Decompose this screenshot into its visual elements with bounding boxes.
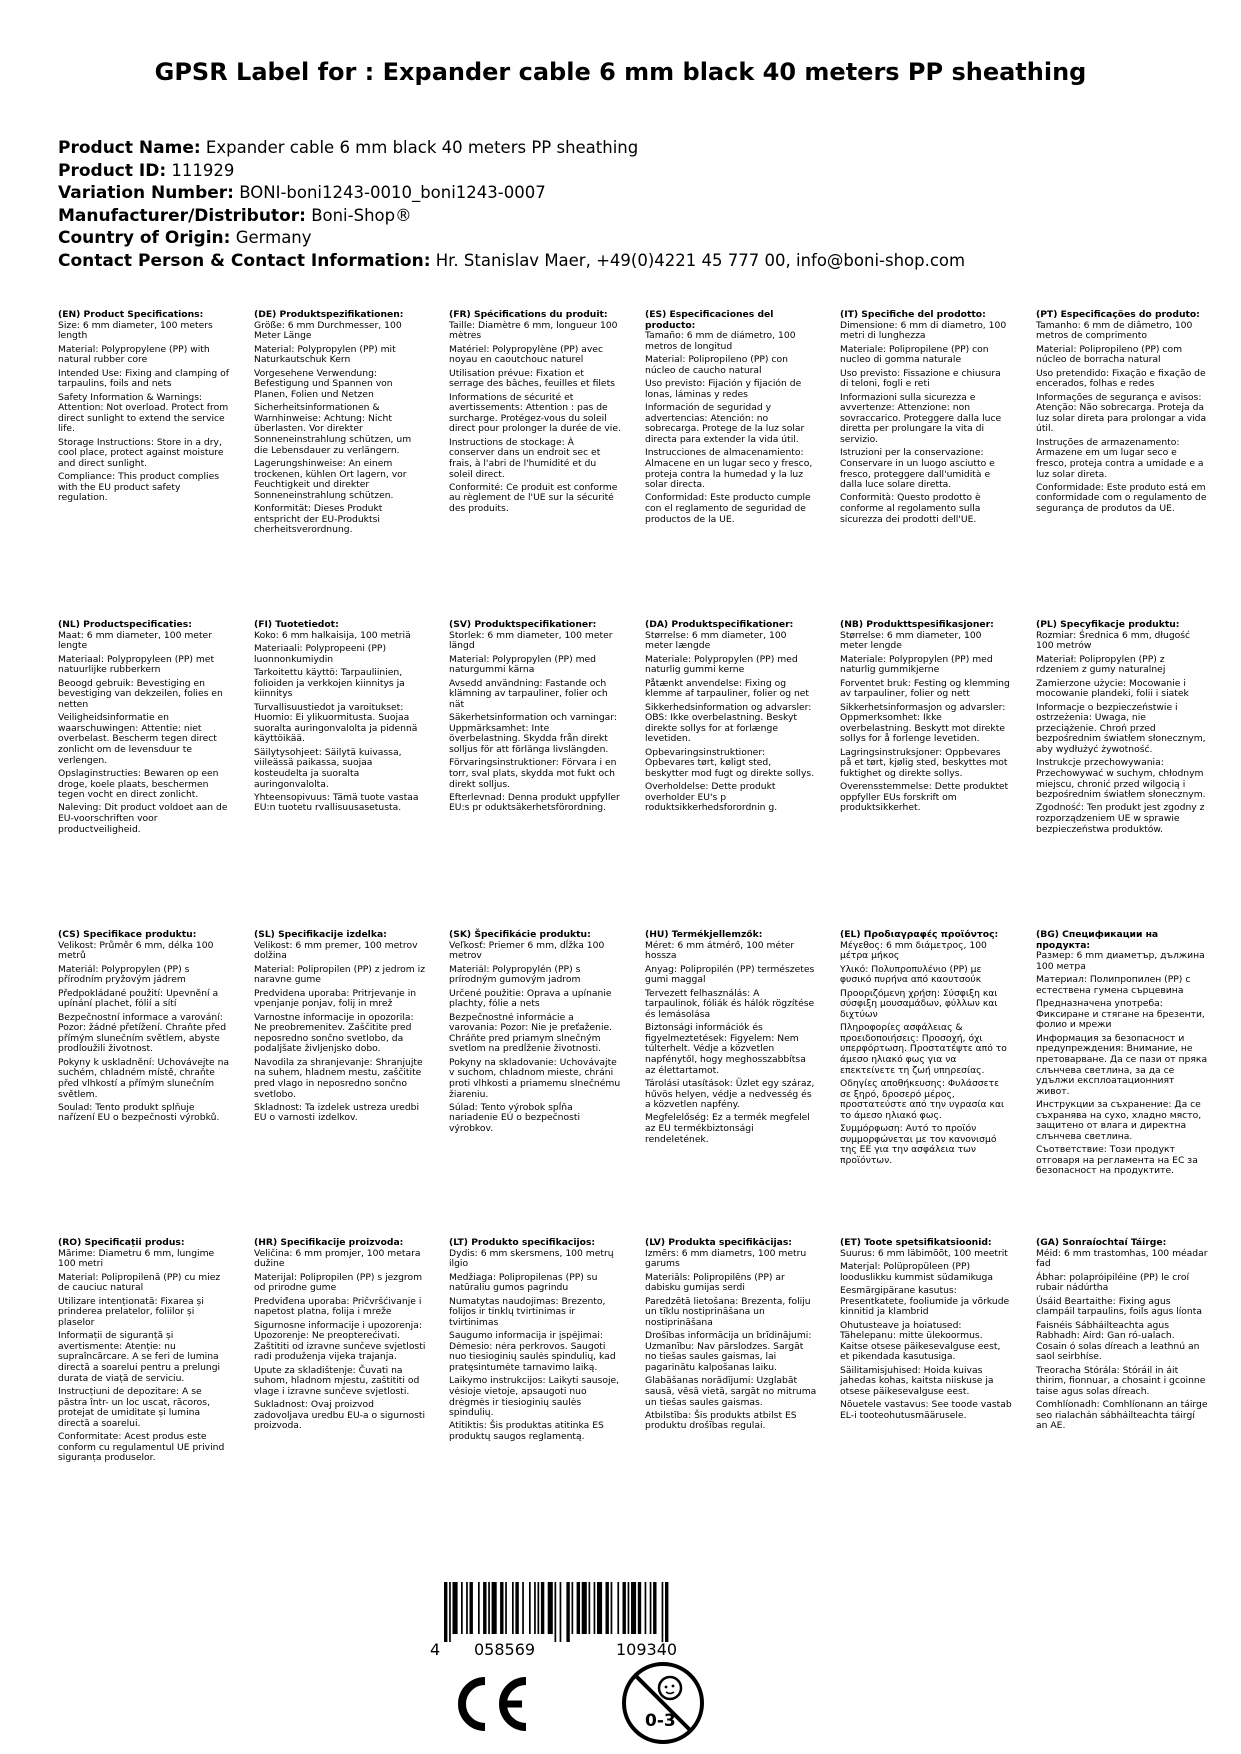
spec-paragraph: Konformität: Dieses Produkt entspricht der EU-Produktsi cherheitsverordnung. xyxy=(254,503,383,536)
spec-paragraph: Súlad: Tento výrobok spĺňa nariadenie EÚ o bezpečnosti výrobkov. xyxy=(449,1101,581,1135)
spec-paragraph: Materiale: Polipropilene (PP) con nucleo di gomma naturale xyxy=(840,343,989,366)
spec-paragraph: Suurus: 6 mm läbimõõt, 100 meetrit xyxy=(840,1247,1008,1259)
spec-heading: (BG) Спецификации на продукта: xyxy=(1036,929,1159,951)
spec-paragraph: Upute za skladištenje: Čuvati na suhom, hladnom mjestu, zaštititi od vlage i izravne sunčeve svjetlosti. xyxy=(254,1364,420,1397)
spec-paragraph: Glabāšanas norādījumi: Uzglabāt sausā, vēsā vietā, sargāt no mitruma un tiešas saules gaismas. xyxy=(645,1375,817,1408)
spec-block xyxy=(1036,930,1208,1180)
spec-paragraph: Instrucțiuni de depozitare: A se păstra într- un loc uscat, răcoros, protejat de umiditate și lumina directă a soarelui. xyxy=(58,1385,211,1429)
spec-paragraph: Material: Polypropylen (PP) mit Naturkautschuk Kern xyxy=(254,343,396,366)
spec-paragraph: Tamaño: 6 mm de diámetro, 100 metros de longitud xyxy=(645,330,796,352)
spec-paragraph: Mărime: Diametru 6 mm, lungime 100 metri xyxy=(58,1247,215,1270)
spec-heading: (HR) Specifikacije proizvoda: xyxy=(254,1237,404,1248)
spec-paragraph: Intended Use: Fixing and clamping of tarpaulins, foils and nets xyxy=(58,367,229,390)
spec-paragraph: Tamanho: 6 mm de diâmetro, 100 metros de comprimento xyxy=(1036,319,1193,342)
spec-paragraph: Bezpečnostní informace a varování: Pozor: žádné přetížení. Chraňte před přímým slunečním světlem, abyste prodloužili životnost. xyxy=(58,1011,227,1055)
spec-paragraph: Treoracha Stórála: Stóráil in áit thirim, fionnuar, a chosaint i gcoinne taise agus solas díreach. xyxy=(1036,1364,1206,1397)
spec-paragraph: Taille: Diamètre 6 mm, longueur 100 mètres xyxy=(449,319,618,342)
spec-block xyxy=(645,620,817,817)
spec-paragraph: Instruções de armazenamento: Armazene em um lugar seco e fresco, proteja contra a umidade e a luz solar direta. xyxy=(1036,436,1204,480)
spec-paragraph: Izmērs: 6 mm diametrs, 100 metru garums xyxy=(645,1247,807,1270)
spec-paragraph: Материал: Полипропилен (PP) с естествена гумена сърцевина xyxy=(1036,974,1191,996)
barcode xyxy=(430,1582,736,1662)
spec-row xyxy=(58,1238,1238,1538)
spec-paragraph: Instrucciones de almacenamiento: Almacene en un lugar seco y fresco, proteja contra la humedad y la luz solar directa. xyxy=(645,447,813,491)
barcode-digits-first: 4 xyxy=(430,1640,441,1659)
spec-paragraph: Určené použitie: Oprava a upínanie plachty, fólie a nets xyxy=(449,987,612,1010)
spec-paragraph: Informații de siguranță și avertismente: Atenție: nu supraîncărcare. A se feri de lumina directă a soarelui pentru a prelungi durata de viață de serviciu. xyxy=(58,1330,221,1384)
product-info-row xyxy=(58,250,965,273)
spec-paragraph: Инструкции за съхранение: Да се съхранява на сухо, хладно място, защитено от влага и директна слънчева светлина. xyxy=(1036,1099,1202,1142)
spec-paragraph: Ohutusteave ja hoiatused: Tähelepanu: mitte ülekoormus. Kaitse otsese päikesevalguse eest, et pikendada kasutusiga. xyxy=(840,1319,1001,1363)
spec-paragraph: Informacje o bezpieczeństwie i ostrzeżenia: Uwaga, nie przeciążenie. Chroń przed bezpośrednim światłem słonecznym, aby wydłużyć żywotność. xyxy=(1036,701,1206,755)
spec-paragraph: Veiligheidsinformatie en waarschuwingen: Attentie: niet overbelast. Bescherm tegen direct zonlicht om de levensduur te verlengen. xyxy=(58,712,217,766)
spec-paragraph: Material: Polipropilenă (PP) cu miez de cauciuc natural xyxy=(58,1271,221,1294)
product-info-value: Hr. Stanislav Maer, +49(0)4221 45 777 00, info@boni-shop.com xyxy=(435,250,966,270)
spec-block xyxy=(1036,310,1208,517)
spec-paragraph: Navodila za shranjevanje: Shranjujte na suhem, hladnem mestu, zaščitite pred vlago in neposredno sončno svetlobo. xyxy=(254,1056,423,1100)
spec-paragraph: Påtænkt anvendelse: Fixing og klemme af tarpauliner, folier og net xyxy=(645,677,810,700)
barcode-bars xyxy=(436,1582,736,1642)
spec-paragraph: Materiál: Polypropylen (PP) s přírodním pryžovým jádrem xyxy=(58,963,190,986)
spec-paragraph: Conformità: Questo prodotto è conforme al regolamento sulla sicurezza dei prodotti dell'UE. xyxy=(840,492,981,525)
spec-paragraph: Lagringsinstruksjoner: Oppbevares på et tørt, kjølig sted, beskyttes mot fuktighet og direkte sollys. xyxy=(840,746,1008,779)
spec-paragraph: Информация за безопасност и предупреждения: Внимание, не претоварване. Да се пази от пряка слънчева светлина, за да се удължи експлоатационният живот. xyxy=(1036,1032,1208,1097)
spec-block xyxy=(1036,620,1208,838)
spec-paragraph: Material: Polipropileno (PP) com núcleo de borracha natural xyxy=(1036,343,1183,366)
spec-paragraph: Größe: 6 mm Durchmesser, 100 Meter Länge xyxy=(254,319,402,342)
spec-paragraph: Vorgesehene Verwendung: Befestigung und Spannen von Planen, Folien und Netzen xyxy=(254,367,393,400)
spec-paragraph: Informações de segurança e avisos: Atenção: Não sobrecarga. Proteja da luz solar direta para prolongar a vida útil. xyxy=(1036,391,1207,435)
spec-paragraph: Safety Information & Warnings: Attention: Not overload. Protect from direct sunlight to extend the service life. xyxy=(58,391,229,435)
page-title: GPSR Label for : Expander cable 6 mm black 40 meters PP sheathing xyxy=(154,58,1087,86)
spec-paragraph: Eesmärgipärane kasutus: Presentkatete, fooliumide ja võrkude kinnitid ja klambrid xyxy=(840,1284,1010,1318)
spec-paragraph: Předpokládané použití: Upevnění a upínání plachet, fólií a sítí xyxy=(58,987,219,1010)
spec-paragraph: Material: Polipropileno (PP) con núcleo de caucho natural xyxy=(645,354,788,376)
spec-paragraph: Säkerhetsinformation och varningar: Uppmärksamhet: Inte överbelastning. Skydda från direkt solljus för att förlänga livslängden. xyxy=(449,712,618,755)
spec-paragraph: Storlek: 6 mm diameter, 100 meter längd xyxy=(449,629,613,652)
spec-paragraph: Materiał: Polipropylen (PP) z rdzeniem z gumy naturalnej xyxy=(1036,653,1166,676)
product-info-row xyxy=(58,205,965,228)
spec-paragraph: Velikost: Průměr 6 mm, délka 100 metrů xyxy=(58,939,214,962)
spec-paragraph: Medžiaga: Polipropilenas (PP) su natūraliu gumos pagrindu xyxy=(449,1271,598,1294)
spec-paragraph: Storage Instructions: Store in a dry, cool place, protect against moisture and direct sunlight. xyxy=(58,436,224,469)
spec-paragraph: Materiale: Polypropylen (PP) med naturlig gummi kerne xyxy=(645,653,798,676)
spec-paragraph: Méid: 6 mm trastomhas, 100 méadar fad xyxy=(1036,1247,1208,1270)
spec-paragraph: Utilisation prévue: Fixation et serrage des bâches, feuilles et filets xyxy=(449,367,615,390)
spec-heading: (SV) Produktspecifikationer: xyxy=(449,619,597,630)
spec-paragraph: Megfelelőség: Ez a termék megfelel az EU termékbiztonsági rendeletének. xyxy=(645,1112,810,1145)
spec-heading: (NB) Produkttspesifikasjoner: xyxy=(840,619,994,630)
ce-mark-icon xyxy=(452,1675,532,1733)
spec-paragraph: Turvallisuustiedot ja varoitukset: Huomio: Ei ylikuormitusta. Suojaa suoralta auringonvalolta ja pidennä käyttöikää. xyxy=(254,701,418,745)
spec-paragraph: Dimensione: 6 mm di diametro, 100 metri di lunghezza xyxy=(840,319,1007,342)
spec-row xyxy=(58,620,1238,920)
spec-paragraph: Materjal: Polüpropüleen (PP) looduslikku kummist südamikuga xyxy=(840,1260,993,1283)
spec-heading: (DE) Produktspezifikationen: xyxy=(254,309,404,320)
spec-paragraph: Tervezett felhasználás: A tarpaulinok, fóliák és hálók rögzítése és lemásolása xyxy=(645,987,815,1020)
spec-paragraph: Tárolási utasítások: Üzlet egy száraz, hűvös helyen, védje a nedvesség és a közvetlen napfény. xyxy=(645,1077,815,1111)
spec-paragraph: Varnostne informacije in opozorila: Ne preobremenitev. Zaščitite pred neposredno sončno svetlobo, da podaljšate življenjsko dobo. xyxy=(254,1011,414,1055)
spec-paragraph: Utilizare intenționată: Fixarea și prinderea prelatelor, foliilor și plaselor xyxy=(58,1295,204,1328)
spec-paragraph: Säilytysohjeet: Säilytä kuivassa, viileässä paikassa, suojaa kosteudelta ja suoralta auringonvalolta. xyxy=(254,746,402,790)
spec-paragraph: Dydis: 6 mm skersmens, 100 metrų ilgio xyxy=(449,1247,614,1270)
spec-paragraph: Πληροφορίες ασφάλειας & προειδοποιήσεις: Προσοχή, όχι υπερφόρτωση. Προστατέψτε από το άμεσο ηλιακό φως για να επεκτείνετε τη ζωή υπηρεσίας. xyxy=(840,1022,1007,1076)
spec-block xyxy=(645,930,817,1148)
spec-paragraph: Uso pretendido: Fixação e fixação de encerados, folhas e redes xyxy=(1036,367,1206,390)
spec-block xyxy=(840,930,1012,1169)
spec-heading: (IT) Specifiche del prodotto: xyxy=(840,309,986,320)
spec-paragraph: Materiāls: Polipropilēns (PP) ar dabisku gumijas serdi xyxy=(645,1271,785,1294)
spec-paragraph: Atbilstība: Šis produkts atbilst ES produktu drošības regulai. xyxy=(645,1409,797,1432)
spec-heading: (SL) Specifikacije izdelka: xyxy=(254,929,387,940)
spec-paragraph: Numatytas naudojimas: Brezento, folijos ir tinklų tvirtinimas ir tvirtinimas xyxy=(449,1295,606,1328)
product-info-row xyxy=(58,137,965,160)
spec-paragraph: Uso previsto: Fissazione e chiusura di teloni, fogli e reti xyxy=(840,367,1001,390)
spec-paragraph: Matériel: Polypropylène (PP) avec noyau en caoutchouc naturel xyxy=(449,343,604,366)
spec-paragraph: Predviđena uporaba: Pričvršćivanje i napetost platna, folija i mreže xyxy=(254,1295,422,1318)
spec-paragraph: Materiál: Polypropylén (PP) s prírodným gumovým jadrom xyxy=(449,963,581,986)
spec-heading: (FI) Tuotetiedot: xyxy=(254,619,339,630)
spec-paragraph: Anyag: Polipropilén (PP) természetes gumi maggal xyxy=(645,963,815,986)
spec-paragraph: Veľkosť: Priemer 6 mm, dĺžka 100 metrov xyxy=(449,939,605,962)
spec-paragraph: Overholdelse: Dette produkt overholder EU's p roduktsikkerhedsforordnin g. xyxy=(645,781,778,814)
spec-paragraph: Materiale: Polypropylen (PP) med naturlig gummikjerne xyxy=(840,653,993,676)
spec-block xyxy=(58,310,230,507)
spec-paragraph: Conformidade: Este produto está em conformidade com o regulamento de segurança de produtos da UE. xyxy=(1036,481,1207,515)
spec-heading: (LT) Produkto specifikacijos: xyxy=(449,1237,596,1248)
spec-paragraph: Predvidena uporaba: Pritrjevanje in vpenjanje ponjav, folij in mrež xyxy=(254,987,417,1010)
spec-paragraph: Material: Polypropylen (PP) med naturgummi kärna xyxy=(449,653,597,676)
spec-block xyxy=(58,1238,230,1467)
product-info-row xyxy=(58,160,965,183)
spec-block xyxy=(1036,1238,1208,1435)
spec-heading: (EN) Product Specifications: xyxy=(58,309,204,320)
spec-paragraph: Atitiktis: Šis produktas atitinka ES produktų saugos reglamentą. xyxy=(449,1420,604,1443)
spec-paragraph: Nõuetele vastavus: See toode vastab EL-i tooteohutusmäärusele. xyxy=(840,1399,1012,1421)
spec-paragraph: Размер: 6 mm диаметър, дължина 100 метра xyxy=(1036,950,1205,972)
spec-paragraph: Pokyny na skladovanie: Uchovávajte v suchom, chladnom mieste, chráni proti vlhkosti a priamemu slnečnému žiareniu. xyxy=(449,1056,621,1100)
spec-paragraph: Comhlíonadh: Comhlíonann an táirge seo rialachán sábháilteachta táirgí an AE. xyxy=(1036,1399,1208,1432)
spec-block xyxy=(840,620,1012,817)
spec-paragraph: Soulad: Tento produkt splňuje nařízení EU o bezpečnosti výrobků. xyxy=(58,1101,220,1124)
spec-block xyxy=(449,310,621,517)
product-info-label: Variation Number: xyxy=(58,183,234,204)
spec-paragraph: Съответствие: Този продукт отговаря на регламента на ЕС за безопасност на продуктите. xyxy=(1036,1144,1198,1177)
product-info-value: 111929 xyxy=(171,160,235,180)
spec-paragraph: Conformité: Ce produit est conforme au règlement de l'UE sur la sécurité des produits. xyxy=(449,481,618,515)
spec-paragraph: Naleving: Dit product voldoet aan de EU-voorschriften voor productveiligheid. xyxy=(58,802,228,835)
spec-paragraph: Οδηγίες αποθήκευσης: Φυλάσσετε σε ξηρό, δροσερό μέρος, προστατεύστε από την υγρασία και το άμεσο ηλιακό φως. xyxy=(840,1077,1005,1121)
spec-paragraph: Maat: 6 mm diameter, 100 meter lengte xyxy=(58,629,212,652)
spec-block xyxy=(254,1238,426,1435)
spec-paragraph: Lagerungshinweise: An einem trockenen, kühlen Ort lagern, vor Feuchtigkeit und direkter Sonneneinstrahlung schützen. xyxy=(254,457,407,501)
spec-heading: (EL) Προδιαγραφές προϊόντος: xyxy=(840,929,999,940)
spec-paragraph: Efterlevnad: Denna produkt uppfyller EU:s pr oduktsäkerhetsförordning. xyxy=(449,791,620,814)
spec-paragraph: Pokyny k uskladnění: Uchovávejte na suchém, chladném místě, chraňte před vlhkostí a přímým slunečním světlem. xyxy=(58,1056,230,1100)
spec-row xyxy=(58,310,1238,610)
spec-paragraph: Opbevaringsinstruktioner: Opbevares tørt, køligt sted, beskytter mod fugt og direkte sollys. xyxy=(645,746,815,779)
spec-paragraph: Størrelse: 6 mm diameter, 100 meter længde xyxy=(645,629,787,652)
spec-paragraph: Overensstemmelse: Dette produktet oppfyller EUs forskrift om produktsikkerhet. xyxy=(840,781,1009,814)
spec-paragraph: Beoogd gebruik: Bevestiging en bevestiging van dekzeilen, folies en netten xyxy=(58,677,223,710)
spec-heading: (DA) Produktspecifikationer: xyxy=(645,619,794,630)
spec-heading: (RO) Specificații produs: xyxy=(58,1237,185,1248)
spec-paragraph: Size: 6 mm diameter, 100 meters length xyxy=(58,319,213,342)
spec-paragraph: Koko: 6 mm halkaisija, 100 metriä xyxy=(254,629,411,641)
spec-paragraph: Biztonsági információk és figyelmeztetések: Figyelem: Nem túlterhelt. Védje a közvetlen napfénytől, hogy meghosszabbítsa az élettartamot. xyxy=(645,1022,806,1076)
spec-paragraph: Forventet bruk: Festing og klemming av tarpauliner, folier og nett xyxy=(840,677,1010,700)
spec-row xyxy=(58,930,1238,1230)
spec-paragraph: Paredzētā lietošana: Brezenta, foliju un tīklu nostiprināšana un nostiprināšana xyxy=(645,1295,811,1328)
spec-paragraph: Faisnéis Sábháilteachta agus Rabhadh: Aird: Gan ró-ualach. Cosain ó solas díreach a leathnú an saol seirbhíse. xyxy=(1036,1319,1200,1363)
spec-paragraph: Opslaginstructies: Bewaren op een droge, koele plaats, beschermen tegen vocht en direct zonlicht. xyxy=(58,767,219,801)
spec-block xyxy=(645,1238,817,1435)
spec-paragraph: Sigurnosne informacije i upozorenja: Upozorenje: Ne preopterećivati. Zaštititi od izravne sunčeve svjetlosti radi produženja vijeka trajanja. xyxy=(254,1319,426,1363)
spec-paragraph: Skladnost: Ta izdelek ustreza uredbi EU o varnosti izdelkov. xyxy=(254,1101,420,1124)
spec-paragraph: Rozmiar: Średnica 6 mm, długość 100 metrów xyxy=(1036,629,1191,652)
spec-block xyxy=(449,930,621,1137)
product-info-label: Product ID: xyxy=(58,160,167,181)
product-info-value: Germany xyxy=(235,228,312,248)
product-info-label: Product Name: xyxy=(58,138,201,158)
spec-block xyxy=(449,620,621,817)
spec-heading: (SK) Špecifikácie produktu: xyxy=(449,929,591,940)
spec-paragraph: Informazioni sulla sicurezza e avvertenze: Attenzione: non sovraccarico. Proteggere dalla luce diretta per prolungare la vita di servizio. xyxy=(840,391,1002,445)
spec-heading: (PL) Specyfikacje produktu: xyxy=(1036,619,1180,630)
age-warning-label: 0-3 xyxy=(645,1711,676,1731)
spec-heading: (GA) Sonraíochtaí Táirge: xyxy=(1036,1237,1167,1248)
spec-heading: (LV) Produkta specifikācijas: xyxy=(645,1237,792,1248)
spec-paragraph: Veličina: 6 mm promjer, 100 metara dužine xyxy=(254,1247,421,1270)
product-info-label: Manufacturer/Distributor: xyxy=(58,205,306,226)
spec-paragraph: Úsáid Beartaithe: Fixing agus clampáil tarpaulins, foils agus líonta xyxy=(1036,1295,1202,1318)
spec-paragraph: Zamierzone użycie: Mocowanie i mocowanie plandeki, folii i siatek xyxy=(1036,677,1189,700)
spec-paragraph: Drošības informācija un brīdinājumi: Uzmanību: Nav pārslodzes. Sargāt no tiešas saules gaismas, lai pagarinātu kalpošanas laiku. xyxy=(645,1330,812,1373)
spec-paragraph: Συμμόρφωση: Αυτό το προϊόν συμμορφώνεται με τον κανονισμό της ΕΕ για την ασφάλεια των προϊόντων. xyxy=(840,1123,997,1166)
spec-heading: (CS) Specifikace produktu: xyxy=(58,929,197,940)
spec-paragraph: Méret: 6 mm átmérő, 100 méter hossza xyxy=(645,939,795,962)
spec-paragraph: Προοριζόμενη χρήση: Σύσφιξη και σύσφιξη μουσαμάδων, φύλλων και διχτύων xyxy=(840,987,998,1020)
spec-paragraph: Istruzioni per la conservazione: Conservare in un luogo asciutto e fresco, proteggere dall'umidità e dalla luce solare diretta. xyxy=(840,447,995,491)
spec-paragraph: Υλικό: Πολυπροπυλένιο (PP) με φυσικό πυρήνα από καουτσούκ xyxy=(840,963,982,986)
spec-block xyxy=(840,1238,1012,1424)
spec-heading: (ET) Toote spetsifikatsioonid: xyxy=(840,1237,992,1248)
spec-paragraph: Información de seguridad y advertencias: Atención: no sobrecarga. Protege de la luz solar directa para extender la vida útil. xyxy=(645,402,805,445)
spec-paragraph: Предназначена употреба: Фиксиране и стягане на брезенти, фолио и мрежи xyxy=(1036,998,1205,1031)
spec-paragraph: Instrukcje przechowywania: Przechowywać w suchym, chłodnym miejscu, chronić przed wilgocią i bezpośrednim światłem słonecznym. xyxy=(1036,757,1206,801)
product-info-value: Expander cable 6 mm black 40 meters PP sheathing xyxy=(205,138,639,157)
spec-paragraph: Conformitate: Acest produs este conform cu regulamentul UE privind siguranța produselor. xyxy=(58,1431,225,1464)
spec-block xyxy=(840,310,1012,528)
spec-block xyxy=(58,930,230,1127)
spec-block xyxy=(645,310,817,528)
spec-paragraph: Materijal: Polipropilen (PP) s jezgrom od prirodne gume xyxy=(254,1271,423,1294)
spec-paragraph: Laikymo instrukcijos: Laikyti sausoje, vėsioje vietoje, apsaugoti nuo drėgmės ir tiesioginių saulės spindulių. xyxy=(449,1375,620,1419)
spec-paragraph: Saugumo informacija ir įspėjimai: Dėmesio: nėra perkrovos. Saugoti nuo tiesioginių saulės spindulių, kad pratęsintumėte tarnavimo laiką. xyxy=(449,1330,616,1373)
age-0-3-warning-icon xyxy=(620,1660,706,1746)
spec-heading: (PT) Especificações do produto: xyxy=(1036,309,1200,320)
spec-paragraph: Ábhar: polapróipiléine (PP) le croí rubair nádúrtha xyxy=(1036,1271,1190,1294)
product-info xyxy=(58,137,965,273)
spec-paragraph: Conformidad: Este producto cumple con el reglamento de seguridad de productos de la UE. xyxy=(645,492,811,525)
spec-paragraph: Materiaal: Polypropyleen (PP) met natuurlijke rubberkern xyxy=(58,653,215,676)
product-info-value: BONI-boni1243-0010_boni1243-0007 xyxy=(239,183,546,203)
product-info-label: Country of Origin: xyxy=(58,228,231,249)
product-info-row xyxy=(58,182,965,205)
product-info-value: Boni-Shop® xyxy=(311,205,412,225)
spec-paragraph: Tarkoitettu käyttö: Tarpauliinien, folioiden ja verkkojen kiinnitys ja kiinnitys xyxy=(254,666,405,700)
spec-paragraph: Zgodność: Ten produkt jest zgodny z rozporządzeniem UE w sprawie bezpieczeństwa produktów. xyxy=(1036,802,1205,835)
spec-block xyxy=(449,1238,621,1445)
barcode-digits-right: 109340 xyxy=(616,1640,678,1659)
spec-paragraph: Sikkerhedsinformation og advarsler: OBS: Ikke overbelastning. Beskyt direkte sollys for at forlænge levetiden. xyxy=(645,701,812,745)
spec-paragraph: Informations de sécurité et avertissements: Attention : pas de surcharge. Protégez-vous du soleil direct pour prolonger la durée de vie. xyxy=(449,391,621,435)
spec-paragraph: Uso previsto: Fijación y fijación de lonas, láminas y redes xyxy=(645,378,802,400)
spec-paragraph: Μέγεθος: 6 mm διάμετρος, 100 μέτρα μήκος xyxy=(840,939,987,962)
spec-paragraph: Yhteensopivuus: Tämä tuote vastaa EU:n tuotetu rvallisuusasetusta. xyxy=(254,791,419,814)
spec-paragraph: Compliance: This product complies with the EU product safety regulation. xyxy=(58,471,220,504)
spec-heading: (NL) Productspecificaties: xyxy=(58,619,192,630)
spec-block xyxy=(254,620,426,817)
spec-heading: (FR) Spécifications du produit: xyxy=(449,309,608,320)
spec-paragraph: Avsedd användning: Fastande och klämning av tarpauliner, folier och nät xyxy=(449,677,608,710)
spec-paragraph: Bezpečnostné informácie a varovania: Pozor: Nie je preťaženie. Chráňte pred priamym slnečným svetlom na predĺženie životnosti. xyxy=(449,1011,613,1055)
spec-paragraph: Sicherheitsinformationen & Warnhinweise: Achtung: Nicht überlasten. Vor direkter Sonneneinstrahlung schützen, um die Lebensdauer zu verlängern. xyxy=(254,402,412,456)
spec-block xyxy=(58,620,230,838)
spec-paragraph: Sukladnost: Ovaj proizvod zadovoljava uredbu EU-a o sigurnosti proizvoda. xyxy=(254,1399,426,1432)
spec-heading: (ES) Especificaciones del producto: xyxy=(645,309,774,331)
spec-paragraph: Säilitamisjuhised: Hoida kuivas jahedas kohas, kaitsta niiskuse ja otsese päikesevalguse eest. xyxy=(840,1364,994,1397)
spec-paragraph: Velikost: 6 mm premer, 100 metrov dolžina xyxy=(254,939,418,962)
spec-block xyxy=(254,930,426,1127)
spec-paragraph: Material: Polipropilen (PP) z jedrom iz naravne gume xyxy=(254,963,426,986)
spec-block xyxy=(254,310,426,539)
barcode-digits-left: 058569 xyxy=(474,1640,536,1659)
spec-paragraph: Størrelse: 6 mm diameter, 100 meter lengde xyxy=(840,629,982,652)
spec-paragraph: Sikkerhetsinformasjon og advarsler: Oppmerksomhet: Ikke overbelastning. Beskytt mot direkte sollys for å forlenge levetiden. xyxy=(840,701,1006,745)
spec-heading: (HU) Termékjellemzők: xyxy=(645,929,763,940)
spec-paragraph: Förvaringsinstruktioner: Förvara i en torr, sval plats, skydda mot fukt och direkt solljus. xyxy=(449,757,617,790)
spec-paragraph: Material: Polypropylene (PP) with natural rubber core xyxy=(58,343,210,366)
spec-paragraph: Materiaali: Polypropeeni (PP) luonnonkumiydin xyxy=(254,642,387,665)
product-info-row xyxy=(58,227,965,250)
product-info-label: Contact Person & Contact Information: xyxy=(58,250,431,271)
spec-paragraph: Instructions de stockage: À conserver dans un endroit sec et frais, à l'abri de l'humidité et du soleil direct. xyxy=(449,436,601,480)
